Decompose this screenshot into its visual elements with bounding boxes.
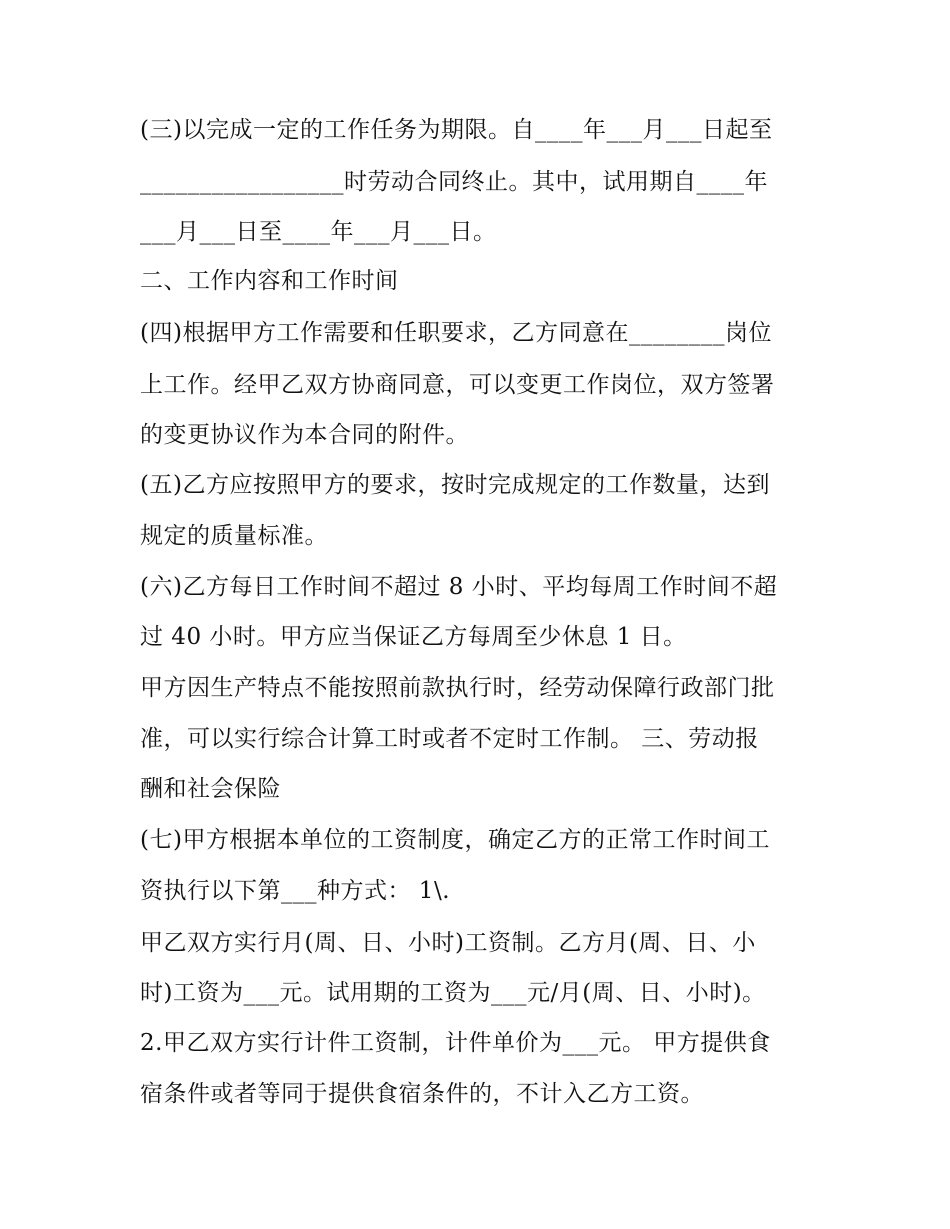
text-line: 酬和社会保险 [140, 776, 281, 802]
text-line: (七)甲方根据本单位的工资制度，确定乙方的正常工作时间工 [140, 827, 770, 853]
text-line: 时)工资为___元。试用期的工资为___元/月(周、日、小时)。 [140, 980, 766, 1006]
text-line: _________________时劳动合同终止。其中，试用期自____年 [140, 169, 768, 195]
text-line: 规定的质量标准。 [140, 523, 328, 549]
text-line: (四)根据甲方工作需要和任职要求，乙方同意在________岗位 [140, 320, 772, 346]
section-heading: 二、工作内容和工作时间 [140, 268, 399, 294]
text-line: 资执行以下第___种方式： 1\. [140, 878, 451, 904]
text-line: 的变更协议作为本合同的附件。 [140, 422, 469, 448]
text-line: ___月___日至____年___月___日。 [140, 219, 497, 245]
text-line: 宿条件或者等同于提供食宿条件的，不计入乙方工资。 [140, 1081, 704, 1107]
text-line: 上工作。经甲乙双方协商同意，可以变更工作岗位，双方签署 [140, 372, 775, 398]
text-line: 2.甲乙双方实行计件工资制，计件单价为___元。 甲方提供食 [140, 1030, 771, 1056]
text-line: (六)乙方每日工作时间不超过 8 小时、平均每周工作时间不超 [140, 574, 778, 600]
text-line: 甲乙双方实行月(周、日、小时)工资制。乙方月(周、日、小 [140, 930, 756, 956]
text-line: 准，可以实行综合计算工时或者不定时工作制。 三、劳动报 [140, 726, 759, 752]
text-line: 过 40 小时。甲方应当保证乙方每周至少休息 1 日。 [140, 624, 687, 650]
text-line: (五)乙方应按照甲方的要求，按时完成规定的工作数量，达到 [140, 472, 770, 498]
text-line: (三)以完成一定的工作任务为期限。自____年___月___日起至 [140, 117, 773, 143]
text-line: 甲方因生产特点不能按照前款执行时，经劳动保障行政部门批 [140, 675, 775, 701]
